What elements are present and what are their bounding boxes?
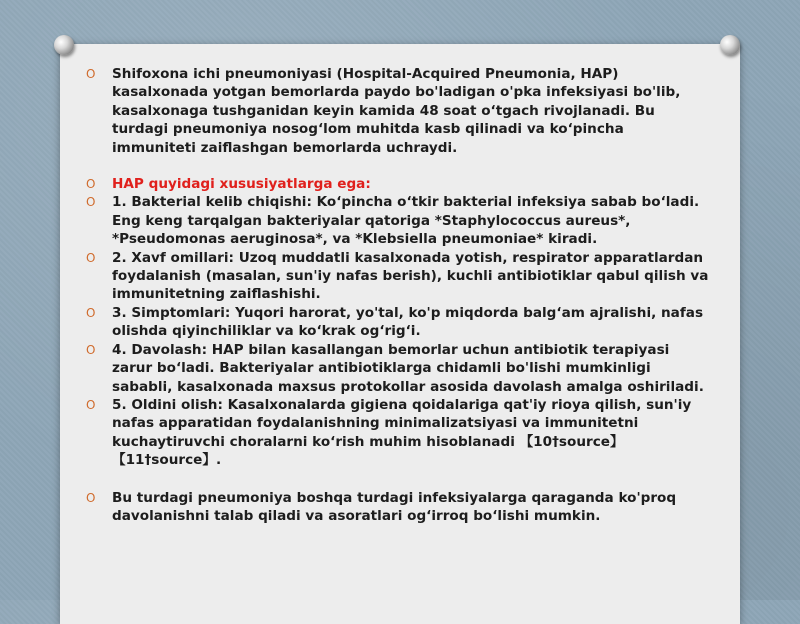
bullet-icon: O [86,177,96,192]
pushpin-icon [54,35,74,55]
paragraph-text: Shifoxona ichi pneumoniyasi (Hospital-Acquired Pneumonia, HAP) kasalxonada yotgan bemorlarda paydo bo'ladigan o'pka infeksiyasi bo'lib, kasalxonaga tushganidan keyin kamida 48 soat o‘tgach rivojlanadi. Bu turdagi pneumoniya nosog‘lom muhitda kasb qilinadi va ko‘pincha immuniteti zaiflashgan bemorlarda uchraydi. [112,66,681,156]
paragraph-bacterial-origin [60,193,740,248]
pushpin-icon [720,35,740,55]
bullet-icon: O [86,67,96,81]
bullet-icon: O [86,397,96,412]
bullet-icon: O [86,342,96,357]
slide-card [60,44,740,624]
bullet-icon: O [86,250,96,265]
paragraph-heading [60,175,740,193]
paragraph-text: 3. Simptomlari: Yuqori harorat, yo'tal, ko'p miqdorda balg‘am ajralishi, nafas olishda qiyinchiliklar va ko‘krak og‘rig‘i. [112,304,704,340]
paragraph-prevention [60,396,740,470]
bullet-icon: O [86,305,96,320]
paragraph-text: 2. Xavf omillari: Uzoq muddatli kasalxonada yotish, respirator apparatlardan foydalanish (masalan, sun'iy nafas berish), kuchli antibiotiklar qabul qilish va immunitetning zaiflashishi. [112,249,709,303]
paragraph-text: 1. Bakterial kelib chiqishi: Ko‘pincha o‘tkir bakterial infeksiya sabab bo‘ladi. Eng keng tarqalgan bakteriyalar qatoriga *Staphylococcus aureus*, *Pseudomonas aeruginosa*, va *Klebsiella pneumoniae* kiradi. [112,194,700,248]
bullet-icon: O [86,195,96,210]
heading-text: HAP quyidagi xususiyatlarga ega: [112,176,371,193]
paragraph-conclusion [60,489,740,526]
paragraph-text: 4. Davolash: HAP bilan kasallangan bemorlar uchun antibiotik terapiyasi zarur bo‘ladi. Bakteriyalar antibiotiklarga chidamli bo'lishi mumkinligi sababli, kasalxonada maxsus protokollar asosida davolash amalga oshiriladi. [112,341,704,395]
paragraph-symptoms [60,304,740,341]
bullet-icon: O [86,490,96,505]
slide-content [60,65,740,525]
paragraph-treatment [60,341,740,396]
paragraph-text: Bu turdagi pneumoniya boshqa turdagi infeksiyalarga qaraganda ko'proq davolanishni talab qiladi va asoratlari og‘irroq bo‘lishi mumkin. [112,489,677,524]
paragraph-intro [60,65,740,157]
paragraph-text: 5. Oldini olish: Kasalxonalarda gigiena qoidalariga qat'iy rioya qilish, sun'iy nafas apparatidan foydalanishning minimalizatsiyasi va immunitetni kuchaytiruvchi choralarni ko‘rish muhim hisoblanadi 【10†source】【11†source】. [112,396,692,469]
paragraph-risk-factors [60,249,740,304]
